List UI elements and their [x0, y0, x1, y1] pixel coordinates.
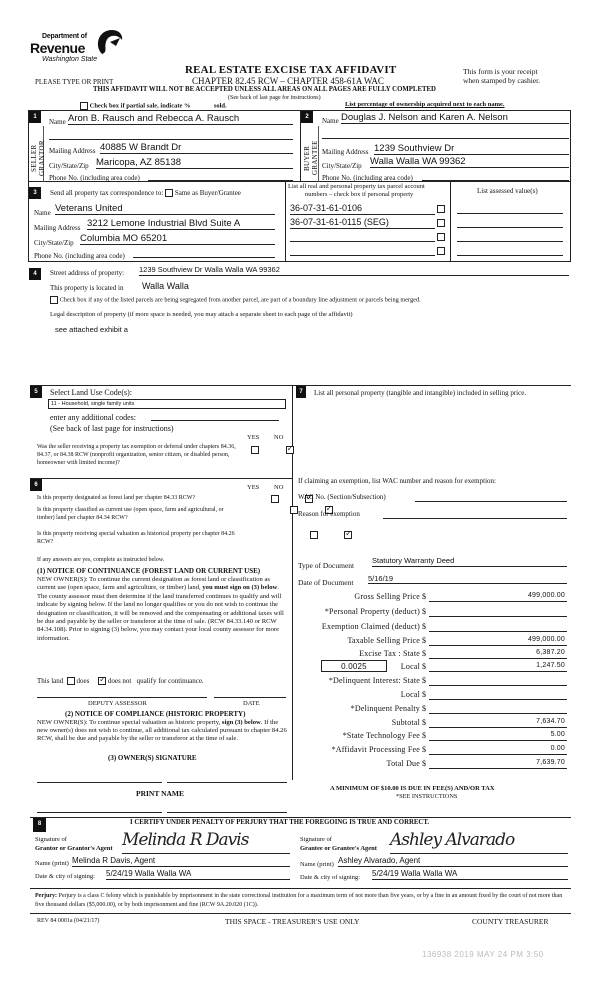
correspondence-city-label: City/State/Zip — [34, 239, 74, 247]
treasurer-stamp: 136938 2019 MAY 24 PM 3:50 — [422, 950, 544, 959]
section-3-badge: 3 — [29, 187, 41, 199]
partial-sale-row — [80, 102, 227, 110]
please-type-label: PLEASE TYPE OR PRINT — [35, 78, 114, 86]
buyer-grantee-label: BUYER GRANTEE — [303, 140, 319, 176]
section-2-badge: 2 — [301, 111, 313, 123]
fee-row-local-tax: 0.0025 Local $ 1,247.50 — [298, 662, 570, 674]
fee-row-processing-fee: *Affidavit Processing Fee $ 0.00 — [331, 745, 565, 754]
wac-field[interactable] — [415, 493, 567, 502]
seller-phone-field[interactable] — [148, 172, 293, 181]
current-use-question: Is this property classified as current use (open space, farm and agricultural, or timber) land per chapter 84.34 RCW? — [37, 507, 224, 521]
notice-2-text: NEW OWNER(S): To continue special valuation as historic property, sign (3) below. If the new owner(s) does not wish to continue, all additional tax calculated pursuant to chapter 84.26 RCW, shall be due and payable by the seller or transferor at the time of sale. — [37, 719, 287, 742]
wac-label: WAC No. (Section/Subsection) — [298, 493, 386, 501]
personal-property-checkbox[interactable] — [437, 205, 445, 213]
section-4-badge: 4 — [29, 268, 41, 280]
segregated-row: Check box if any of the listed parcels are being segregated from another parcel, are part of a boundary line adjustment or parcels being merged. — [50, 296, 421, 304]
assessed-value-field[interactable] — [457, 231, 563, 242]
parcels-header-2: numbers – check box if personal property — [305, 191, 414, 198]
assessed-value-field[interactable] — [457, 203, 563, 214]
parcel-number-field[interactable]: 36-07-31-61-0115 (SEG) — [290, 217, 435, 229]
buyer-city-field[interactable]: Walla Walla WA 99362 — [370, 156, 569, 168]
ownership-note: List percentage of ownership acquired next to each name. — [345, 101, 505, 108]
parcel-row — [290, 231, 566, 244]
local-rate-field[interactable]: 0.0025 — [321, 660, 387, 672]
tech-fee-field[interactable]: 5.00 — [429, 731, 567, 741]
owner-signature-title: (3) OWNER(S) SIGNATURE — [108, 754, 197, 762]
certify-statement: I CERTIFY UNDER PENALTY OF PERJURY THAT THE FOREGOING IS TRUE AND CORRECT. — [130, 819, 430, 826]
logo-line-1: Department of — [42, 33, 87, 40]
same-as-buyer-checkbox[interactable] — [165, 189, 173, 197]
additional-codes-label: enter any additional codes: — [50, 413, 136, 422]
print-name-line-2[interactable] — [167, 812, 287, 813]
fee-row-taxable: Taxable Selling Price $ 499,000.00 — [347, 636, 565, 645]
section-5-no-header: NO — [274, 434, 284, 441]
grantor-name-field[interactable]: Melinda R Davis, Agent — [72, 856, 290, 867]
fee-row-delinquent-interest-local: Local $ — [298, 690, 570, 702]
doc-date-label: Date of Document — [298, 578, 354, 587]
grantor-date-label: Date & city of signing: — [35, 873, 95, 880]
section-6-badge: 6 — [30, 479, 42, 491]
parcel-number-field[interactable] — [290, 231, 435, 242]
land-use-select[interactable]: 11 - Household, single family units — [48, 399, 286, 409]
fee-row-exemption: Exemption Claimed (deduct) $ — [298, 622, 570, 634]
parcel-number-field[interactable]: 36-07-31-61-0106 — [290, 203, 435, 215]
subtotal-field[interactable]: 7,634.70 — [429, 718, 567, 728]
fee-row-delinquent-penalty: *Delinquent Penalty $ — [298, 704, 570, 716]
print-name-line-1[interactable] — [37, 812, 162, 813]
treasurer-use-label: THIS SPACE - TREASURER'S USE ONLY — [225, 917, 360, 926]
assessed-header: List assessed value(s) — [477, 187, 538, 195]
street-address-label: Street address of property: — [50, 269, 125, 277]
processing-fee-field[interactable]: 0.00 — [429, 745, 567, 755]
doc-type-label: Type of Document — [298, 561, 355, 570]
parcels-header-1: List all real and personal property tax parcel account — [288, 183, 425, 190]
seller-phone-label: Phone No. (including area code) — [49, 174, 140, 182]
seller-mailing-label: Mailing Address — [49, 147, 96, 155]
section-1-badge: 1 — [29, 111, 41, 123]
grantee-name-label: Name (print) — [300, 861, 334, 868]
seller-city-label: City/State/Zip — [49, 162, 89, 170]
correspondence-phone-label: Phone No. (including area code) — [34, 252, 125, 260]
delinquent-penalty-field[interactable] — [429, 704, 567, 714]
local-tax-field[interactable]: 1,247.50 — [429, 662, 567, 672]
exemption-no-checkbox[interactable] — [286, 446, 294, 454]
personal-property-label: List all personal property (tangible and intangible) included in selling price. — [314, 389, 527, 397]
historical-question: Is this property receiving special valuation as historical property per chapter 84.26 RCW? — [37, 531, 235, 545]
forest-land-yes-checkbox[interactable] — [271, 495, 279, 503]
personal-property-field[interactable] — [300, 412, 565, 467]
buyer-city-label: City/State/Zip — [322, 162, 362, 170]
dor-swirl-logo-icon — [94, 28, 124, 56]
minimum-due-note: A MINIMUM OF $10.00 IS DUE IN FEE(S) AND/OR TAX — [330, 785, 495, 792]
continuance-row: This land does ✓ does not qualify for continuance. — [37, 677, 204, 685]
section-8-badge: 8 — [33, 818, 46, 832]
doc-type-field[interactable]: Statutory Warranty Deed — [372, 556, 567, 567]
assessed-value-field[interactable] — [457, 245, 563, 256]
correspondence-mailing-label: Mailing Address — [34, 224, 81, 232]
legal-description-value[interactable]: see attached exhibit a — [55, 325, 128, 334]
correspondence-mailing-field[interactable]: 3212 Lemone Industrial Blvd Suite A — [87, 218, 275, 230]
fee-row-delinquent-interest-state: *Delinquent Interest: State $ — [298, 676, 570, 688]
grantor-name-label: Name (print) — [35, 860, 69, 867]
taxable-price-field[interactable]: 499,000.00 — [429, 636, 567, 646]
correspondence-city-field[interactable]: Columbia MO 65201 — [80, 233, 275, 245]
perjury-notice: Perjury: Perjury is a class C felony which is punishable by imprisonment in the state correctional institution for a maximum term of not more than five years, or by a fine in an amount fixed by the court of not more than five thousand dollars ($5,000.00), or by both imprisonment and fine (RCW 9A.20.020 (1C)). — [35, 893, 563, 908]
state-tax-field[interactable]: 6,387.20 — [429, 649, 567, 659]
section-7-badge: 7 — [296, 386, 306, 398]
buyer-mailing-label: Mailing Address — [322, 148, 369, 156]
buyer-name-label: Name — [322, 117, 339, 125]
does-qualify-checkbox[interactable] — [67, 677, 75, 685]
personal-property-deduct-field[interactable] — [429, 607, 567, 617]
exemption-deduct-field[interactable] — [429, 622, 567, 632]
grantor-signature-label-2: Grantor or Grantor's Agent — [35, 845, 113, 852]
form-title: REAL ESTATE EXCISE TAX AFFIDAVIT — [185, 64, 397, 76]
buyer-name-field[interactable]: Douglas J. Nelson and Karen A. Nelson — [341, 112, 569, 124]
receipt-note-2: when stamped by cashier. — [463, 76, 541, 85]
exemption-reason-field[interactable] — [383, 510, 567, 519]
partial-sale-checkbox[interactable] — [80, 102, 88, 110]
send-correspondence-label: Send all property tax correspondence to: Same as Buyer/Grantee — [50, 189, 241, 197]
land-use-see-back: (See back of last page for instructions) — [50, 424, 174, 433]
grantee-name-field[interactable]: Ashley Alvarado, Agent — [338, 856, 568, 867]
section-5-yes-header: YES — [247, 434, 260, 441]
delinquent-interest-local-field[interactable] — [429, 690, 567, 700]
does-not-qualify-checkbox[interactable] — [98, 677, 106, 685]
personal-property-checkbox[interactable] — [437, 247, 445, 255]
located-in-label: This property is located in — [50, 284, 124, 292]
seller-city-field[interactable]: Maricopa, AZ 85138 — [96, 157, 293, 169]
seller-name-label: Name — [49, 118, 66, 126]
historical-yes-checkbox[interactable] — [310, 531, 318, 539]
receipt-note-1: This form is your receipt — [463, 67, 538, 76]
located-in-value[interactable]: Walla Walla — [142, 281, 189, 291]
land-use-label: Select Land Use Code(s): — [50, 388, 132, 397]
current-use-yes-checkbox[interactable] — [290, 506, 298, 514]
exemption-question: Was the seller receiving a property tax exemption or deferral under chapters 84.36, 84.37, or 84.38 RCW (nonprofit organization, senior citizen, or disabled person, homeowner with limited income)? — [37, 444, 236, 466]
exemption-reason-label: Reason for exemption — [298, 510, 360, 518]
if-yes-note: If any answers are yes, complete as instructed below. — [37, 557, 165, 563]
see-instructions-note: *SEE INSTRUCTIONS — [396, 793, 458, 800]
legal-description-label: Legal description of property (if more space is needed, you may attach a separate sheet to each page of the affidavit) — [50, 311, 353, 318]
grantee-signature-label-1: Signature of — [300, 836, 332, 843]
partial-sale-sold: sold. — [213, 102, 227, 110]
owner-signature-line-2[interactable] — [167, 782, 287, 783]
form-number: REV 84 0001a (04/21/17) — [37, 918, 100, 924]
logo-line-3: Washington State — [42, 56, 98, 63]
grantee-date-label: Date & city of signing: — [300, 874, 360, 881]
fee-row-personal-property: *Personal Property (deduct) $ — [298, 607, 570, 619]
correspondence-name-field[interactable]: Veterans United — [55, 203, 275, 215]
street-address-field[interactable]: 1239 Southview Dr Walla Walla WA 99362 — [139, 265, 569, 276]
date-label: DATE — [243, 700, 260, 707]
exemption-header: If claiming an exemption, list WAC number and reason for exemption: — [298, 477, 496, 485]
section-6-no-header: NO — [274, 484, 284, 491]
parcel-row — [290, 245, 566, 258]
grantor-signature-label-1: Signature of — [35, 836, 67, 843]
county-treasurer-label: COUNTY TREASURER — [472, 917, 549, 926]
personal-property-checkbox[interactable] — [437, 233, 445, 241]
assessed-value-field[interactable] — [457, 217, 563, 228]
buyer-phone-label: Phone No. (including area code) — [322, 174, 413, 182]
doc-date-field[interactable]: 5/16/19 — [368, 574, 567, 584]
notice-1-text: NEW OWNER(S): To continue the current designation as forest land or classification as current use (open space, farm and agriculture, or timber) land, you must sign on (3) below. The county assessor must then determine if the land transferred continues to qualify and will indicate by signing below. If the land no longer qualifies or you do not wish to continue the designation or classification, it will be removed and the compensating or additional taxes will be due and payable by the seller or transferor at the time of sale. (RCW 84.33.140 or RCW 84.34.108). Prior to signing (3) below, you may contact your local county assessor for more information. — [37, 576, 284, 642]
segregated-checkbox[interactable] — [50, 296, 58, 304]
delinquent-interest-state-field[interactable] — [429, 676, 567, 686]
grantee-signature-label-2: Grantee or Grantee's Agent — [300, 845, 377, 852]
additional-codes-field[interactable] — [151, 412, 279, 421]
buyer-name-line2-field[interactable] — [322, 131, 569, 139]
correspondence-name-label: Name — [34, 209, 51, 217]
fee-row-total: Total Due $ 7,639.70 — [386, 759, 565, 768]
parcel-row — [290, 203, 566, 216]
seller-mailing-field[interactable]: 40885 W Brandt Dr — [100, 142, 293, 154]
fee-row-state-tax: Excise Tax : State $ 6,387.20 — [359, 649, 565, 658]
fee-row-gross: Gross Selling Price $ 499,000.00 — [354, 592, 565, 601]
correspondence-phone-field[interactable] — [133, 250, 275, 258]
section-5-badge: 5 — [30, 386, 42, 398]
historical-no-checkbox[interactable] — [344, 531, 352, 539]
forest-land-question: Is this property designated as forest land per chapter 84.33 RCW? — [37, 495, 196, 501]
buyer-phone-field[interactable] — [422, 172, 569, 181]
logo-line-2: Revenue — [30, 40, 85, 56]
partial-sale-label: Check box if partial sale, indicate % — [89, 102, 191, 110]
grantee-date-field[interactable]: 5/24/19 Walla Walla WA — [372, 869, 568, 880]
personal-property-checkbox[interactable] — [437, 219, 445, 227]
deputy-assessor-label: DEPUTY ASSESSOR — [88, 700, 147, 707]
notice-1-title: (1) NOTICE OF CONTINUANCE (FOREST LAND OR CURRENT USE) — [37, 567, 261, 575]
grantee-signature-field[interactable]: Ashley Alvarado — [390, 830, 568, 854]
parcel-row — [290, 217, 566, 230]
buyer-mailing-field[interactable]: 1239 Southview Dr — [374, 143, 569, 155]
form-subtitle: CHAPTER 82.45 RCW – CHAPTER 458-61A WAC — [192, 76, 384, 86]
grantor-date-field[interactable]: 5/24/19 Walla Walla WA — [106, 869, 290, 880]
fee-row-subtotal: Subtotal $ 7,634.70 — [391, 718, 565, 727]
seller-name-field[interactable]: Aron B. Rausch and Rebecca A. Rausch — [68, 113, 293, 125]
section-6-yes-header: YES — [247, 484, 260, 491]
seller-grantor-label: SELLER GRANTOR — [30, 140, 46, 176]
warning-text: THIS AFFIDAVIT WILL NOT BE ACCEPTED UNLESS ALL AREAS ON ALL PAGES ARE FULLY COMPLETED — [93, 86, 436, 93]
parcel-number-field[interactable] — [290, 245, 435, 256]
exemption-yes-checkbox[interactable] — [251, 446, 259, 454]
dor-logo — [30, 28, 130, 68]
see-back-note: (See back of last page for instructions) — [228, 95, 321, 101]
owner-signature-line-1[interactable] — [37, 782, 162, 783]
gross-price-field[interactable]: 499,000.00 — [429, 592, 567, 602]
notice-2-title: (2) NOTICE OF COMPLIANCE (HISTORIC PROPERTY) — [65, 710, 246, 718]
total-due-field[interactable]: 7,639.70 — [429, 759, 567, 769]
fee-row-tech-fee: *State Technology Fee $ 5.00 — [342, 731, 565, 740]
seller-name-line2-field[interactable] — [49, 132, 293, 140]
print-name-label: PRINT NAME — [136, 789, 184, 798]
grantor-signature-field[interactable]: Melinda R Davis — [122, 830, 290, 854]
